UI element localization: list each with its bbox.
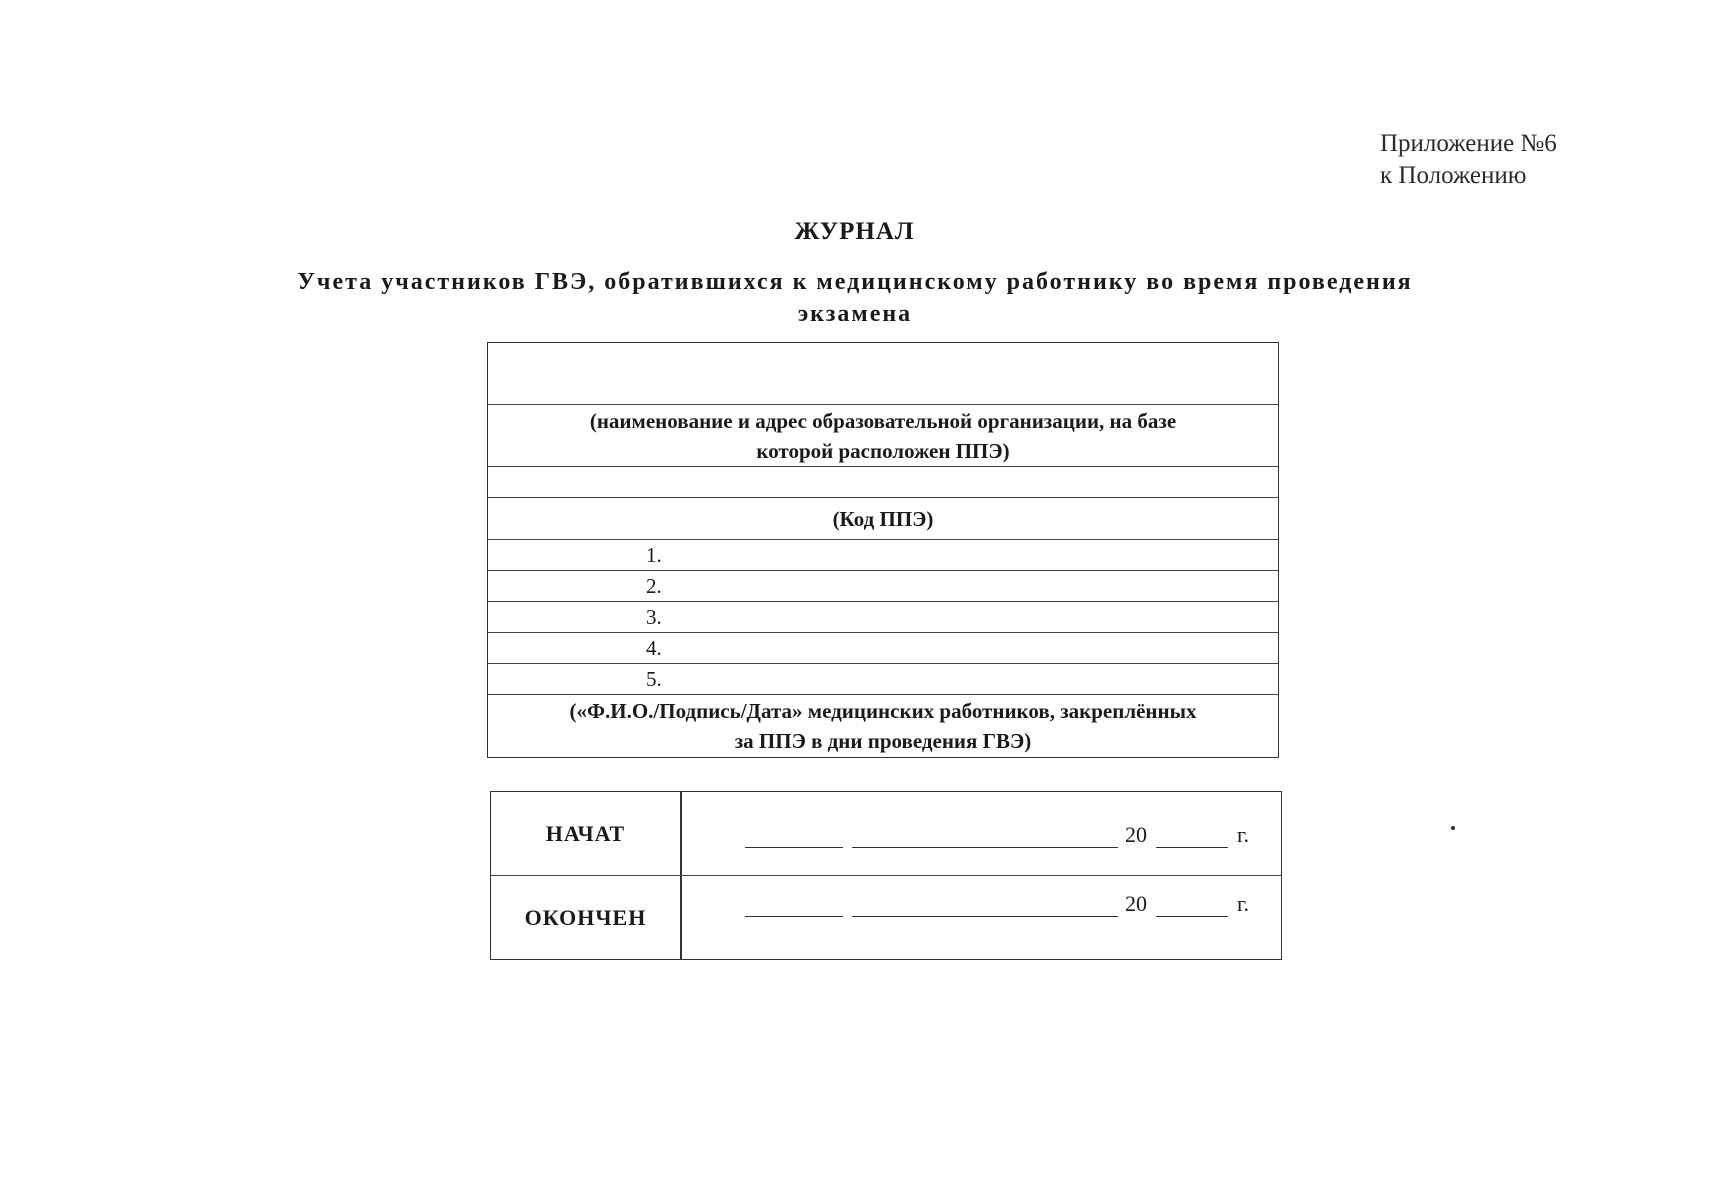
org-name-blank-row bbox=[488, 343, 1278, 405]
journal-header-table bbox=[487, 342, 1279, 758]
finished-row bbox=[491, 876, 1281, 960]
day-blank bbox=[745, 847, 843, 848]
year-blank bbox=[1156, 847, 1228, 848]
journal-subtitle-line1: Учета участников ГВЭ, обратившихся к медицинскому работнику во время проведения bbox=[297, 269, 1413, 295]
month-blank bbox=[852, 916, 1118, 917]
org-name-caption-row bbox=[488, 405, 1278, 467]
year-blank bbox=[1156, 916, 1228, 917]
year-suffix: г. bbox=[1237, 891, 1250, 916]
journal-title: ЖУРНАЛ bbox=[794, 218, 915, 245]
journal-dates-table bbox=[490, 791, 1282, 960]
staff-row-1 bbox=[488, 540, 1278, 571]
staff-row-number: 4. bbox=[646, 635, 662, 660]
staff-caption-line1: («Ф.И.О./Подпись/Дата» медицинских работников, закреплённых bbox=[569, 699, 1197, 723]
staff-caption-row bbox=[488, 695, 1278, 757]
started-row bbox=[491, 792, 1281, 876]
finished-label: ОКОНЧЕН bbox=[491, 876, 682, 960]
journal-subtitle-line2: экзамена bbox=[797, 301, 913, 327]
staff-row-number: 2. bbox=[646, 573, 662, 598]
started-label: НАЧАТ bbox=[491, 792, 682, 875]
ppe-code-caption: (Код ППЭ) bbox=[832, 506, 934, 531]
year-suffix: г. bbox=[1237, 822, 1250, 847]
annex-note bbox=[1380, 128, 1557, 192]
ppe-code-blank-row bbox=[488, 467, 1278, 498]
finished-date-field bbox=[682, 876, 1281, 960]
staff-row-2 bbox=[488, 571, 1278, 602]
staff-row-5 bbox=[488, 664, 1278, 695]
annex-reference: к Положению bbox=[1380, 162, 1527, 189]
started-date-field bbox=[682, 792, 1281, 875]
org-caption-line2: которой расположен ППЭ) bbox=[756, 438, 1010, 463]
annex-number: Приложение №6 bbox=[1380, 130, 1557, 157]
staff-row-3 bbox=[488, 602, 1278, 633]
staff-row-number: 3. bbox=[646, 604, 662, 629]
month-blank bbox=[852, 847, 1118, 848]
staff-caption-line2: за ППЭ в дни проведения ГВЭ) bbox=[734, 729, 1032, 753]
staff-row-number: 1. bbox=[646, 542, 662, 567]
staff-row-4 bbox=[488, 633, 1278, 664]
year-prefix: 20 bbox=[1125, 891, 1147, 916]
year-prefix: 20 bbox=[1125, 822, 1147, 847]
day-blank bbox=[745, 916, 843, 917]
journal-subtitle bbox=[200, 266, 1510, 330]
org-caption-line1: (наименование и адрес образовательной организации, на базе bbox=[589, 408, 1177, 433]
staff-row-number: 5. bbox=[646, 666, 662, 691]
stray-dot-mark bbox=[1451, 826, 1455, 830]
ppe-code-caption-row bbox=[488, 498, 1278, 540]
